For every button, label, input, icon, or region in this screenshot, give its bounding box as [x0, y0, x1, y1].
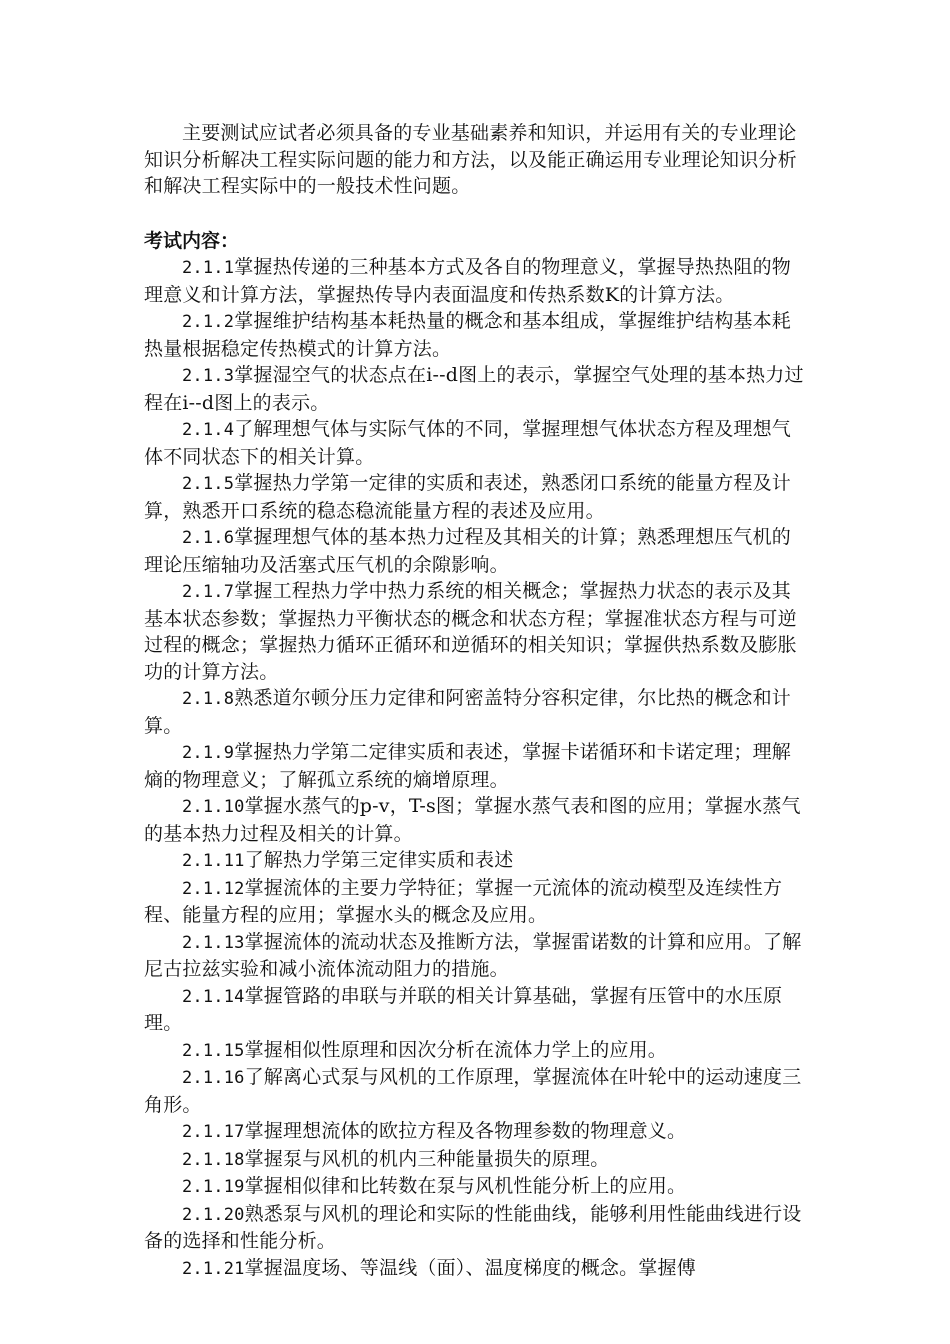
- item-number: 2.1.21: [182, 1258, 245, 1279]
- list-item: [144, 875, 806, 929]
- item-text: 掌握理想气体的基本热力过程及其相关的计算；熟悉理想压气机的理论压缩轴功及活塞式压气机的余隙影响。: [144, 526, 791, 576]
- list-item: [144, 308, 806, 362]
- list-item: [144, 739, 806, 793]
- item-number: 2.1.14: [182, 986, 245, 1007]
- item-text: 掌握温度场、等温线（面）、温度梯度的概念。掌握傅: [244, 1256, 696, 1279]
- item-number: 2.1.4: [182, 420, 235, 440]
- item-number: 2.1.5: [182, 474, 235, 494]
- intro-paragraph: 主要测试应试者必须具备的专业基础素养和知识，并运用有关的专业理论知识分析解决工程实际问题的能力和方法，以及能正确运用专业理论知识分析和解决工程实际中的一般技术性问题。: [144, 122, 797, 197]
- list-item: [144, 1064, 806, 1118]
- item-text: 熟悉道尔顿分压力定律和阿密盖特分容积定律，尔比热的概念和计算。: [144, 687, 791, 737]
- item-text: 掌握热传递的三种基本方式及各自的物理意义，掌握导热热阻的物理意义和计算方法，掌握热传导内表面温度和传热系数K的计算方法。: [144, 256, 791, 306]
- list-item: [144, 578, 806, 685]
- item-number: 2.1.6: [182, 528, 235, 548]
- item-number: 2.1.9: [182, 743, 235, 763]
- item-number: 2.1.12: [182, 878, 245, 899]
- list-item: [144, 983, 806, 1037]
- item-number: 2.1.3: [182, 366, 235, 386]
- list-item: [144, 416, 806, 470]
- item-text: 掌握流体的流动状态及推断方法，掌握雷诺数的计算和应用。了解尼古拉兹实验和减小流体流动阻力的措施。: [144, 930, 802, 980]
- item-text: 了解离心式泵与风机的工作原理，掌握流体在叶轮中的运动速度三角形。: [144, 1066, 802, 1116]
- list-item: [144, 1173, 806, 1201]
- list-item: [144, 1201, 806, 1255]
- list-item: [144, 362, 806, 416]
- item-number: 2.1.15: [182, 1040, 245, 1061]
- list-item: [144, 1037, 806, 1065]
- item-text: 掌握工程热力学中热力系统的相关概念；掌握热力状态的表示及其基本状态参数；掌握热力平衡状态的概念和状态方程；掌握准状态方程与可逆过程的概念；掌握热力循环正循环和逆循环的相关知识；掌握供热系数及膨胀功的计算方法。: [144, 580, 797, 683]
- item-text: 了解热力学第三定律实质和表述: [244, 849, 514, 871]
- item-text: 掌握理想流体的欧拉方程及各物理参数的物理意义。: [244, 1120, 687, 1142]
- item-text: 掌握管路的串联与并联的相关计算基础，掌握有压管中的水压原理。: [144, 984, 783, 1034]
- item-text: 掌握热力学第一定律的实质和表述，熟悉闭口系统的能量方程及计算，熟悉开口系统的稳态稳流能量方程的表述及应用。: [144, 472, 791, 522]
- item-text: 了解理想气体与实际气体的不同，掌握理想气体状态方程及理想气体不同状态下的相关计算。: [144, 418, 791, 468]
- item-number: 2.1.20: [182, 1204, 245, 1225]
- item-number: 2.1.17: [182, 1122, 245, 1142]
- item-number: 2.1.11: [182, 851, 245, 871]
- item-number: 2.1.1: [182, 258, 235, 278]
- list-item: [144, 793, 806, 847]
- section-heading: 考试内容：: [144, 229, 240, 252]
- list-item: [144, 1255, 806, 1283]
- list-item: [144, 1118, 806, 1146]
- list-item: [144, 524, 806, 578]
- item-number: 2.1.2: [182, 312, 235, 332]
- item-number: 2.1.18: [182, 1149, 245, 1170]
- item-number: 2.1.13: [182, 932, 245, 953]
- item-text: 掌握湿空气的状态点在i--d图上的表示，掌握空气处理的基本热力过程在i--d图上的表示。: [144, 364, 804, 414]
- item-number: 2.1.10: [182, 797, 245, 817]
- item-text: 掌握水蒸气的p-v，T-s图；掌握水蒸气表和图的应用；掌握水蒸气的基本热力过程及相关的计算。: [144, 795, 801, 845]
- list-item: [144, 847, 806, 875]
- item-text: 掌握泵与风机的机内三种能量损失的原理。: [244, 1147, 610, 1170]
- item-text: 掌握流体的主要力学特征；掌握一元流体的流动模型及连续性方程、能量方程的应用；掌握水头的概念及应用。: [144, 876, 783, 926]
- list-item: [144, 470, 806, 524]
- item-text: 掌握维护结构基本耗热量的概念和基本组成，掌握维护结构基本耗热量根据稳定传热模式的计算方法。: [144, 310, 791, 360]
- list-item: [144, 685, 806, 739]
- list-item: [144, 929, 806, 983]
- item-number: 2.1.19: [182, 1177, 245, 1197]
- item-text: 熟悉泵与风机的理论和实际的性能曲线，能够利用性能曲线进行设备的选择和性能分析。: [144, 1202, 802, 1252]
- item-number: 2.1.7: [182, 582, 235, 602]
- item-number: 2.1.8: [182, 689, 235, 709]
- exam-content-list: [144, 254, 806, 1282]
- list-item: [144, 254, 806, 308]
- document-body: [144, 120, 806, 1282]
- item-text: 掌握相似性原理和因次分析在流体力学上的应用。: [244, 1038, 668, 1061]
- list-item: [144, 1146, 806, 1174]
- item-text: 掌握相似律和比转数在泵与风机性能分析上的应用。: [244, 1175, 687, 1197]
- item-text: 掌握热力学第二定律实质和表述，掌握卡诺循环和卡诺定理；理解熵的物理意义；了解孤立系统的熵增原理。: [144, 741, 791, 791]
- item-number: 2.1.16: [182, 1068, 245, 1088]
